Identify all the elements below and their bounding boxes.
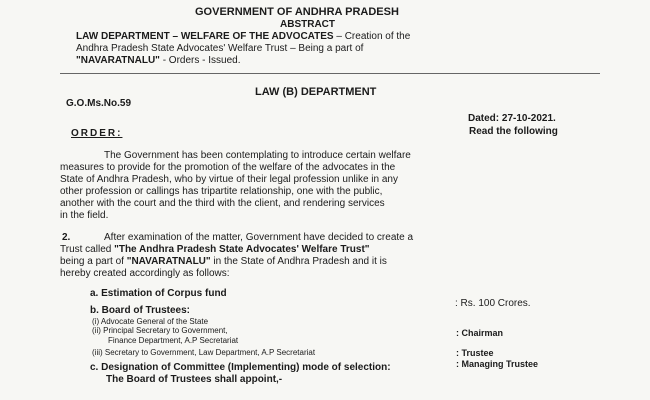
board-of-trustees-label: b. Board of Trustees: bbox=[90, 305, 191, 316]
department-heading: LAW (B) DEPARTMENT bbox=[255, 86, 377, 98]
para1-line: measures to provide for the promotion of the welfare of the advocates in the bbox=[60, 162, 396, 173]
para2-line bbox=[60, 244, 370, 256]
subject-department: LAW DEPARTMENT – WELFARE OF THE ADVOCATES bbox=[76, 31, 334, 42]
para1-line: another with the court and the third with the client, and rendering services bbox=[60, 198, 385, 209]
order-heading: ORDER: bbox=[71, 128, 123, 139]
trustee-item: (iii) Secretary to Government, Law Department, A.P Secretariat bbox=[92, 348, 316, 357]
para2-line bbox=[60, 256, 387, 268]
trustee-role: : Chairman bbox=[456, 328, 504, 338]
para2-line: After examination of the matter, Government have decided to create a bbox=[104, 232, 414, 243]
abstract-title: ABSTRACT bbox=[280, 19, 335, 30]
read-the-following: Read the following bbox=[469, 126, 558, 137]
trust-name: "The Andhra Pradesh State Advocates' Welfare Trust" bbox=[114, 244, 370, 255]
para2-number: 2. bbox=[62, 232, 71, 243]
designation-committee-label: c. Designation of Committee (Implementing) mode of selection: bbox=[90, 362, 391, 373]
para2-state-text: in the State of Andhra Pradesh and it is bbox=[210, 256, 387, 267]
subject-navaratnalu: "NAVARATNALU" bbox=[76, 55, 160, 66]
subject-line-1 bbox=[76, 31, 410, 42]
board-shall-appoint: The Board of Trustees shall appoint,- bbox=[106, 374, 283, 385]
para1-line: State of Andhra Pradesh, who by virtue of their legal profession unlike in any bbox=[60, 174, 398, 185]
dated: Dated: 27-10-2021. bbox=[468, 113, 556, 124]
subject-orders-issued: - Orders - Issued. bbox=[159, 55, 241, 66]
subject-line-3 bbox=[76, 55, 241, 66]
trustee-item: Finance Department, A.P Secretariat bbox=[108, 336, 239, 345]
go-number: G.O.Ms.No.59 bbox=[66, 98, 132, 109]
para2-trust-called: Trust called bbox=[60, 244, 115, 255]
trustee-item: (ii) Principal Secretary to Government, bbox=[92, 326, 228, 335]
para2-navaratnalu: "NAVARATNALU" bbox=[126, 256, 211, 267]
corpus-fund-value: : Rs. 100 Crores. bbox=[455, 298, 531, 309]
para1-line: in the field. bbox=[60, 210, 109, 221]
para1-line: The Government has been contemplating to introduce certain welfare bbox=[104, 150, 411, 161]
trustee-role: : Managing Trustee bbox=[456, 359, 539, 369]
para1-line: other profession or callings has tripartite relationship, one with the public, bbox=[60, 186, 383, 197]
trustee-item: (i) Advocate General of the State bbox=[92, 317, 209, 326]
para2-line: hereby created accordingly as follows: bbox=[60, 268, 230, 279]
header-rule bbox=[60, 73, 600, 74]
trustee-role: : Trustee bbox=[456, 348, 494, 358]
government-title: GOVERNMENT OF ANDHRA PRADESH bbox=[195, 6, 399, 18]
subject-line-2: Andhra Pradesh State Advocates' Welfare Trust – Being a part of bbox=[76, 43, 364, 54]
para2-being-part: being a part of bbox=[60, 256, 127, 267]
corpus-fund-label: a. Estimation of Corpus fund bbox=[90, 288, 227, 299]
subject-rest: – Creation of the bbox=[333, 31, 411, 42]
